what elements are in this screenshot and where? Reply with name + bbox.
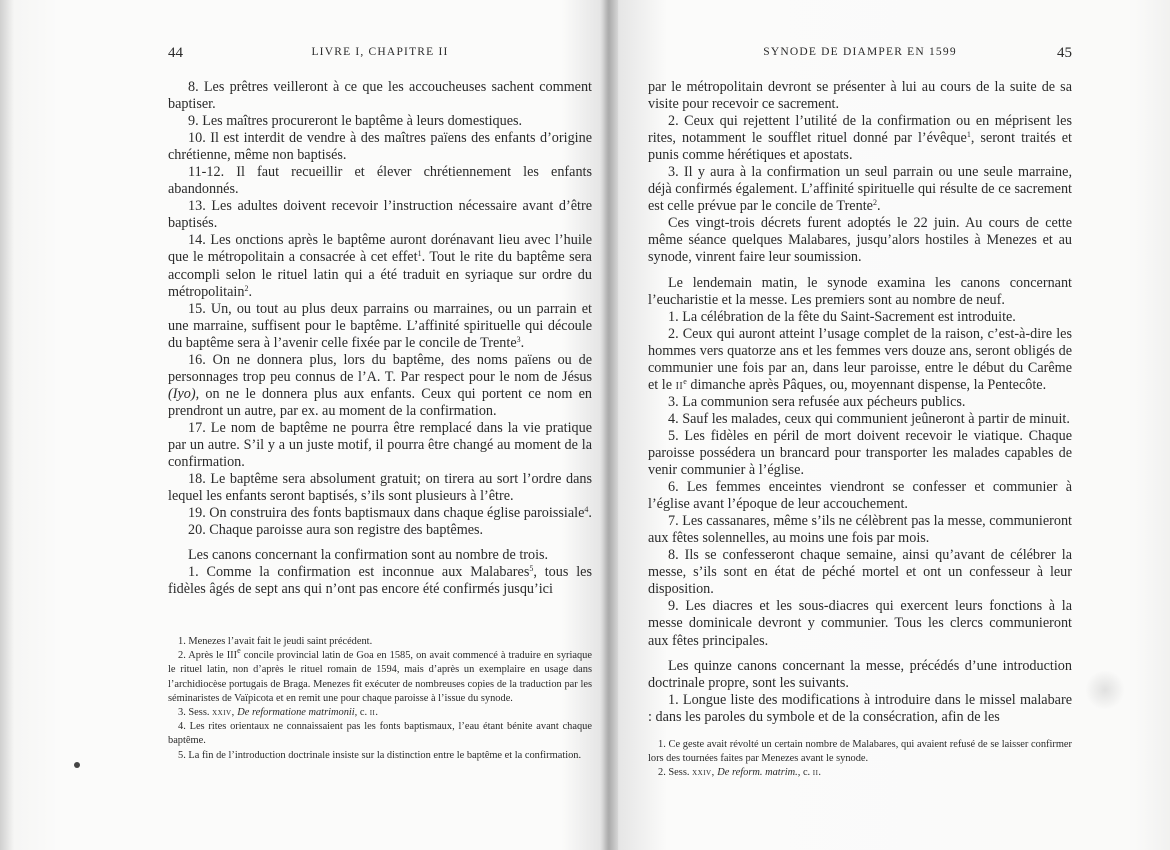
paragraph: par le métropolitain devront se présenter à lui au cours de la suite de sa visite pour recevoir ce sacrement. xyxy=(648,79,1072,113)
footnote-ref: 2 xyxy=(244,283,249,293)
paragraph: 9. Les maîtres procureront le baptême à leurs domestiques. xyxy=(188,113,523,130)
footnotes xyxy=(168,635,592,763)
footnote: 2. Sess. xxiv, De reform. matrim., c. ii. xyxy=(658,767,822,779)
paragraph: 16. On ne donnera plus, lors du baptême, des noms païens ou de personnages trop peu connus de l’A. T. Par respect pour le nom de Jésus (Iyo), on ne le donnera plus aux enfants. Ceux qui portent ce nom en prendront un autre, par ex. au moment de la confirmation. xyxy=(168,351,592,419)
running-head-title: SYNODE DE DIAMPER EN 1599 xyxy=(763,46,957,58)
paragraph: 1. La célébration de la fête du Saint-Sacrement est introduite. xyxy=(668,308,1016,325)
paragraph: 11-12. Il faut recueillir et élever chrétiennement les enfants abandonnés. xyxy=(168,164,592,198)
paragraph: 10. Il est interdit de vendre à des maîtres païens des enfants d’origine chrétienne, même non baptisés. xyxy=(168,130,592,164)
paragraph: 20. Chaque paroisse aura son registre des baptêmes. xyxy=(188,522,484,539)
paragraph: Le lendemain matin, le synode examina les canons concernant l’eucharistie et la messe. Les premiers sont au nombre de neuf. xyxy=(648,274,1072,308)
paragraph: 4. Sauf les malades, ceux qui communient jeûneront à partir de minuit. xyxy=(668,410,1070,427)
footnote-ref: 3 xyxy=(516,334,521,344)
footnote-ref: 4 xyxy=(584,505,589,515)
left-page xyxy=(168,0,592,850)
paragraph: 9. Les diacres et les sous-diacres qui exercent leurs fonctions à la messe dominicale devront y communier. Tous les clercs communieront aux fêtes principales. xyxy=(648,598,1072,649)
book-gutter xyxy=(600,0,618,850)
paragraph: 7. Les cassanares, même s’ils ne célèbrent pas la messe, communieront aux fêtes solennelles, au moins une fois par mois. xyxy=(648,513,1072,547)
running-header xyxy=(648,45,1072,65)
paragraph: Les quinze canons concernant la messe, précédés d’une introduction doctrinale propre, sont les suivants. xyxy=(648,657,1072,691)
paragraph: 6. Les femmes enceintes viendront se confesser et communier à l’église avant l’époque de leur accouchement. xyxy=(648,479,1072,513)
page-body xyxy=(648,79,1072,726)
footnotes xyxy=(648,738,1072,781)
paragraph: 3. La communion sera refusée aux pécheurs publics. xyxy=(668,393,966,410)
paragraph: 1. Longue liste des modifications à introduire dans le missel malabare : dans les paroles du symbole et de la consécration, afin de les xyxy=(648,691,1072,725)
footnote: 1. Menezes l’avait fait le jeudi saint précédent. xyxy=(178,636,373,647)
footnote: 5. La fin de l’introduction doctrinale insiste sur la distinction entre le baptême et la confirmation. xyxy=(178,749,582,761)
footnote-ref: 1 xyxy=(417,249,422,259)
paragraph: 2. Ceux qui auront atteint l’usage complet de la raison, c’est-à-dire les hommes vers quatorze ans et les femmes vers douze ans, seront obligés de communier une fois par an, dans leur paroisse, entre le début du Carême et le $ii^e$ dimanche après Pâques, ou, moyennant dispense, la Pentecôte. xyxy=(648,325,1072,393)
paragraph: 18. Le baptême sera absolument gratuit; on tirera au sort l’ordre dans lequel les enfants seront baptisés, s’ils sont plusieurs à l’être. xyxy=(168,471,592,505)
paragraph: 2. Ceux qui rejettent l’utilité de la confirmation ou en méprisent les rites, notamment le soufflet rituel donné par l’évêque$^1$, seront traités et punis comme hérétiques et apostats. xyxy=(648,113,1072,164)
paragraph: 14. Les onctions après le baptême auront dorénavant lieu avec l’huile que le métropolitain a consacrée à cet effet$^1$. Tout le rite du baptême sera accompli selon le rituel latin qui a été traduit en syriaque sur ordre du métropolitain$^2$. xyxy=(168,232,592,300)
running-head-title: LIVRE I, CHAPITRE II xyxy=(311,46,449,58)
footnote: 3. Sess. xxiv, De reformatione matrimonii, c. ii. xyxy=(178,707,379,719)
paragraph: Les canons concernant la confirmation sont au nombre de trois. xyxy=(188,547,549,564)
paragraph: 3. Il y aura à la confirmation un seul parrain ou une seule marraine, déjà confirmés également. L’affinité spirituelle qui résulte de ce sacrement est celle prévue par le concile de Trente$^2$. xyxy=(648,164,1072,215)
page-number: 45 xyxy=(1057,45,1072,61)
footnote-ref: 1 xyxy=(966,130,971,140)
paragraph: 13. Les adultes doivent recevoir l’instruction nécessaire avant d’être baptisés. xyxy=(168,198,592,232)
paragraph: 15. Un, ou tout au plus deux parrains ou marraines, ou un parrain et une marraine, suffisent pour le baptême. L’affinité spirituelle qui découle du baptême sera à l’avenir celle fixée par le concile de Trente$^3$. xyxy=(168,300,592,351)
paragraph: 8. Les prêtres veilleront à ce que les accoucheuses sachent comment baptiser. xyxy=(168,79,592,113)
paragraph: 17. Le nom de baptême ne pourra être remplacé dans la vie pratique par un autre. S’il y a un juste motif, il pourra être changé au moment de la confirmation. xyxy=(168,419,592,471)
footnote-ref: 5 xyxy=(529,564,534,574)
page-edge-shadow xyxy=(0,0,14,850)
right-page xyxy=(648,0,1072,850)
running-header xyxy=(168,45,592,65)
paragraph: 19. On construira des fonts baptismaux dans chaque église paroissiale$^4$. xyxy=(188,505,592,522)
ink-spot xyxy=(74,762,80,768)
paragraph: 8. Ils se confesseront chaque semaine, ainsi qu’avant de célébrer la messe, s’ils sont en état de péché mortel et ont un confesseur à leur disposition. xyxy=(648,547,1072,598)
page-number: 44 xyxy=(168,45,183,61)
page-body xyxy=(168,79,592,598)
paragraph: 5. Les fidèles en péril de mort doivent recevoir le viatique. Chaque paroisse possédera un brancard pour transporter les malades capables de venir communier à l’église. xyxy=(648,427,1072,479)
footnote: 2. Après le IIIe concile provincial latin de Goa en 1585, on avait commencé à traduire en syriaque le rituel latin, non d’après le rituel romain de 1594, mais d’après un exemplaire en usage dans l’archidiocèse portugais de Braga. Menezes fit exécuter de nombreuses copies de la traduction par les séminaristes de Vaïpicota et en remit une pour chaque paroisse à l’issue du synode. xyxy=(168,646,592,704)
footnote: 1. Ce geste avait révolté un certain nombre de Malabares, qui avaient refusé de se laisser confirmer lors des tournées faites par Menezes avant le synode. xyxy=(648,739,1072,765)
paragraph: Ces vingt-trois décrets furent adoptés le 22 juin. Au cours de cette même séance quelques Malabares, jusqu’alors hostiles à Menezes et au synode, vinrent faire leur soumission. xyxy=(648,215,1072,266)
pencil-smudge xyxy=(1085,670,1125,710)
footnote-ref: 2 xyxy=(872,198,877,208)
paragraph: 1. Comme la confirmation est inconnue aux Malabares$^5$, tous les fidèles âgés de sept ans qui n’ont pas encore été confirmés jusqu’ici xyxy=(168,564,592,598)
footnote: 4. Les rites orientaux ne connaissaient pas les fonts baptismaux, l’eau étant bénite avant chaque baptême. xyxy=(168,721,592,747)
